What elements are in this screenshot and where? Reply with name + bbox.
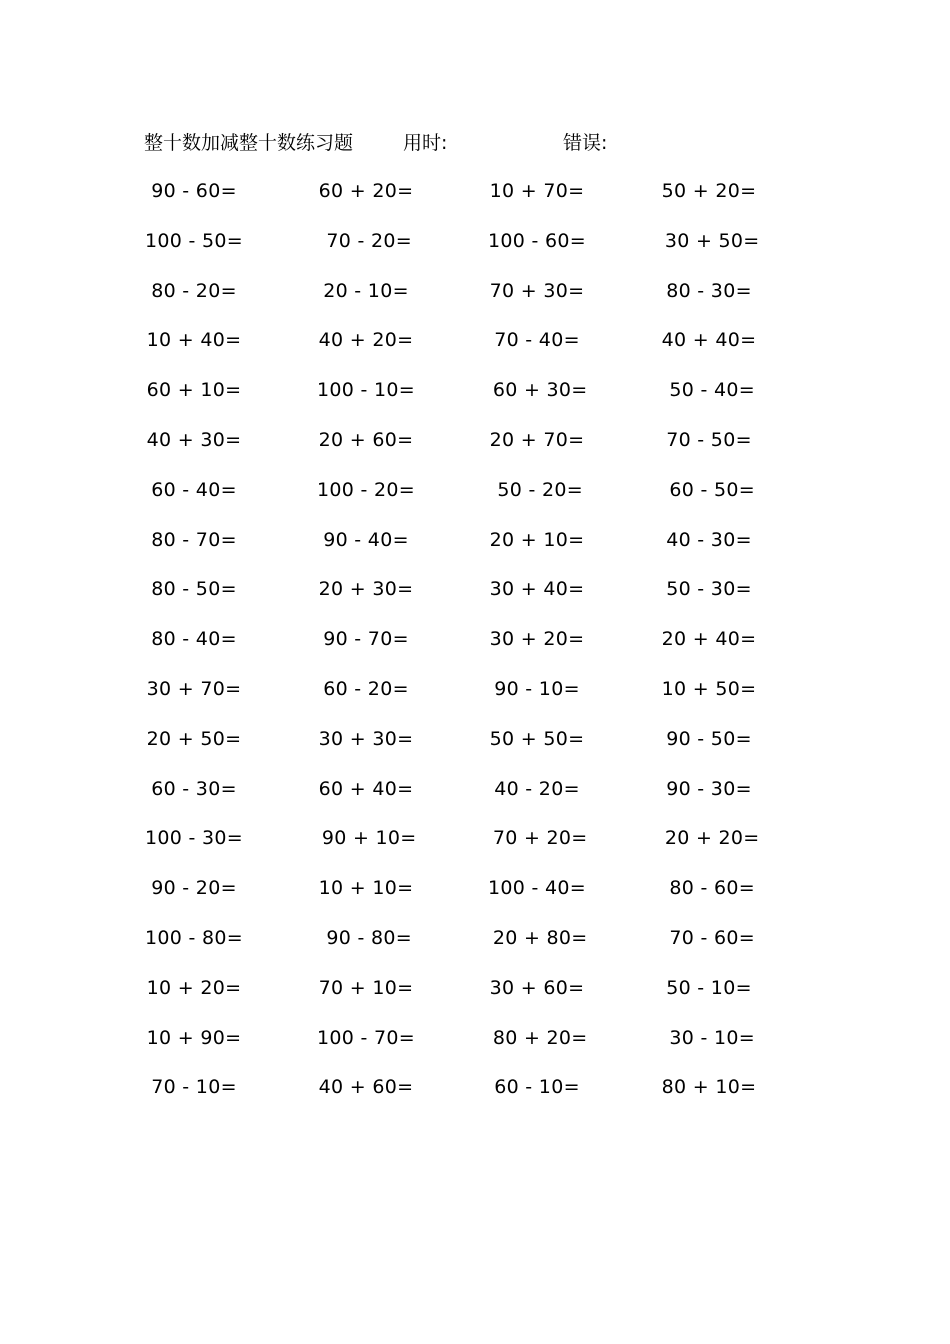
- problem-item: 60 + 20=: [318, 180, 414, 202]
- problem-item: 90 - 20=: [151, 877, 237, 900]
- problem-item: 70 + 10=: [318, 976, 414, 999]
- problem-item: 70 - 40=: [494, 329, 580, 352]
- problem-item: 60 - 40=: [151, 478, 237, 501]
- problem-item: 100 - 10=: [317, 379, 415, 402]
- problem-row: [0, 475, 950, 525]
- problem-row: [0, 1072, 950, 1122]
- problem-item: 40 - 30=: [666, 528, 752, 551]
- problem-item: 70 - 20=: [320, 229, 412, 252]
- errors-label: 错误:: [563, 132, 608, 154]
- problem-item: 80 - 20=: [151, 279, 237, 302]
- problem-row: [0, 375, 950, 425]
- problem-item: 100 - 70=: [317, 1026, 415, 1049]
- problem-item: 90 - 70=: [323, 628, 409, 651]
- problem-item: 80 + 10=: [661, 1076, 757, 1099]
- problem-item: 50 - 30=: [666, 578, 752, 601]
- problem-item: 20 + 50=: [146, 727, 242, 750]
- problem-item: 20 - 10=: [323, 279, 409, 302]
- problem-item: 60 - 30=: [151, 777, 237, 800]
- problem-item: 10 + 10=: [318, 877, 414, 900]
- problem-row: [0, 574, 950, 624]
- problem-item: 100 - 80=: [145, 926, 243, 949]
- problem-row: [0, 226, 950, 276]
- problem-item: 30 + 20=: [489, 628, 585, 651]
- problem-item: 20 + 20=: [658, 827, 760, 850]
- problem-item: 20 + 60=: [318, 428, 414, 451]
- problem-item: 40 + 60=: [318, 1076, 414, 1099]
- problem-item: 30 + 30=: [318, 727, 414, 750]
- problem-item: 60 + 30=: [486, 379, 588, 402]
- problem-item: 80 - 40=: [151, 628, 237, 651]
- problem-item: 20 + 80=: [486, 926, 588, 949]
- problem-row: [0, 176, 950, 226]
- problem-item: 10 + 20=: [146, 976, 242, 999]
- problem-item: 60 + 40=: [318, 777, 414, 800]
- problem-row: [0, 624, 950, 674]
- problem-item: 90 - 30=: [666, 777, 752, 800]
- problem-item: 80 + 20=: [486, 1026, 588, 1049]
- problem-row: [0, 724, 950, 774]
- problem-row: [0, 923, 950, 973]
- problem-item: 70 - 60=: [663, 926, 755, 949]
- time-used-label: 用时:: [403, 132, 448, 154]
- problem-grid: [0, 176, 950, 1122]
- problem-item: 30 + 50=: [658, 229, 760, 252]
- problem-item: 100 - 60=: [488, 229, 586, 252]
- problem-item: 100 - 20=: [317, 478, 415, 501]
- problem-item: 90 + 10=: [315, 827, 417, 850]
- problem-row: [0, 873, 950, 923]
- problem-item: 80 - 70=: [151, 528, 237, 551]
- problem-item: 50 + 50=: [489, 727, 585, 750]
- problem-item: 70 - 50=: [666, 428, 752, 451]
- problem-item: 40 - 20=: [494, 777, 580, 800]
- problem-item: 50 - 20=: [491, 478, 583, 501]
- problem-item: 90 - 60=: [151, 180, 237, 202]
- problem-row: [0, 425, 950, 475]
- problem-item: 60 - 10=: [494, 1076, 580, 1099]
- problem-item: 10 + 90=: [146, 1026, 242, 1049]
- problem-item: 60 - 50=: [663, 478, 755, 501]
- problem-row: [0, 1023, 950, 1073]
- problem-item: 90 - 50=: [666, 727, 752, 750]
- problem-item: 90 - 10=: [494, 677, 580, 700]
- problem-row: [0, 276, 950, 326]
- problem-item: 50 + 20=: [661, 180, 757, 202]
- problem-item: 40 + 30=: [146, 428, 242, 451]
- problem-row: [0, 774, 950, 824]
- problem-item: 70 - 10=: [151, 1076, 237, 1099]
- problem-item: 80 - 50=: [151, 578, 237, 601]
- problem-item: 70 + 30=: [489, 279, 585, 302]
- problem-row: [0, 674, 950, 724]
- problem-item: 80 - 60=: [663, 877, 755, 900]
- problem-item: 70 + 20=: [486, 827, 588, 850]
- problem-item: 50 - 40=: [663, 379, 755, 402]
- problem-item: 60 + 10=: [146, 379, 242, 402]
- problem-row: [0, 823, 950, 873]
- problem-row: [0, 525, 950, 575]
- problem-item: 20 + 70=: [489, 428, 585, 451]
- problem-item: 10 + 50=: [661, 677, 757, 700]
- problem-item: 20 + 10=: [489, 528, 585, 551]
- problem-row: [0, 973, 950, 1023]
- problem-item: 20 + 40=: [661, 628, 757, 651]
- problem-row: [0, 325, 950, 375]
- problem-item: 80 - 30=: [666, 279, 752, 302]
- problem-item: 50 - 10=: [666, 976, 752, 999]
- problem-item: 90 - 80=: [320, 926, 412, 949]
- problem-item: 20 + 30=: [318, 578, 414, 601]
- problem-item: 30 + 60=: [489, 976, 585, 999]
- problem-item: 10 + 70=: [489, 180, 585, 202]
- problem-item: 90 - 40=: [323, 528, 409, 551]
- problem-item: 100 - 40=: [488, 877, 586, 900]
- problem-item: 100 - 50=: [145, 229, 243, 252]
- worksheet-header: [0, 128, 950, 158]
- problem-item: 30 + 70=: [146, 677, 242, 700]
- problem-item: 40 + 40=: [661, 329, 757, 352]
- problem-item: 10 + 40=: [146, 329, 242, 352]
- problem-item: 30 + 40=: [489, 578, 585, 601]
- problem-item: 60 - 20=: [323, 677, 409, 700]
- problem-item: 30 - 10=: [663, 1026, 755, 1049]
- problem-item: 100 - 30=: [145, 827, 243, 850]
- problem-item: 40 + 20=: [318, 329, 414, 352]
- worksheet-title: 整十数加减整十数练习题: [144, 132, 354, 154]
